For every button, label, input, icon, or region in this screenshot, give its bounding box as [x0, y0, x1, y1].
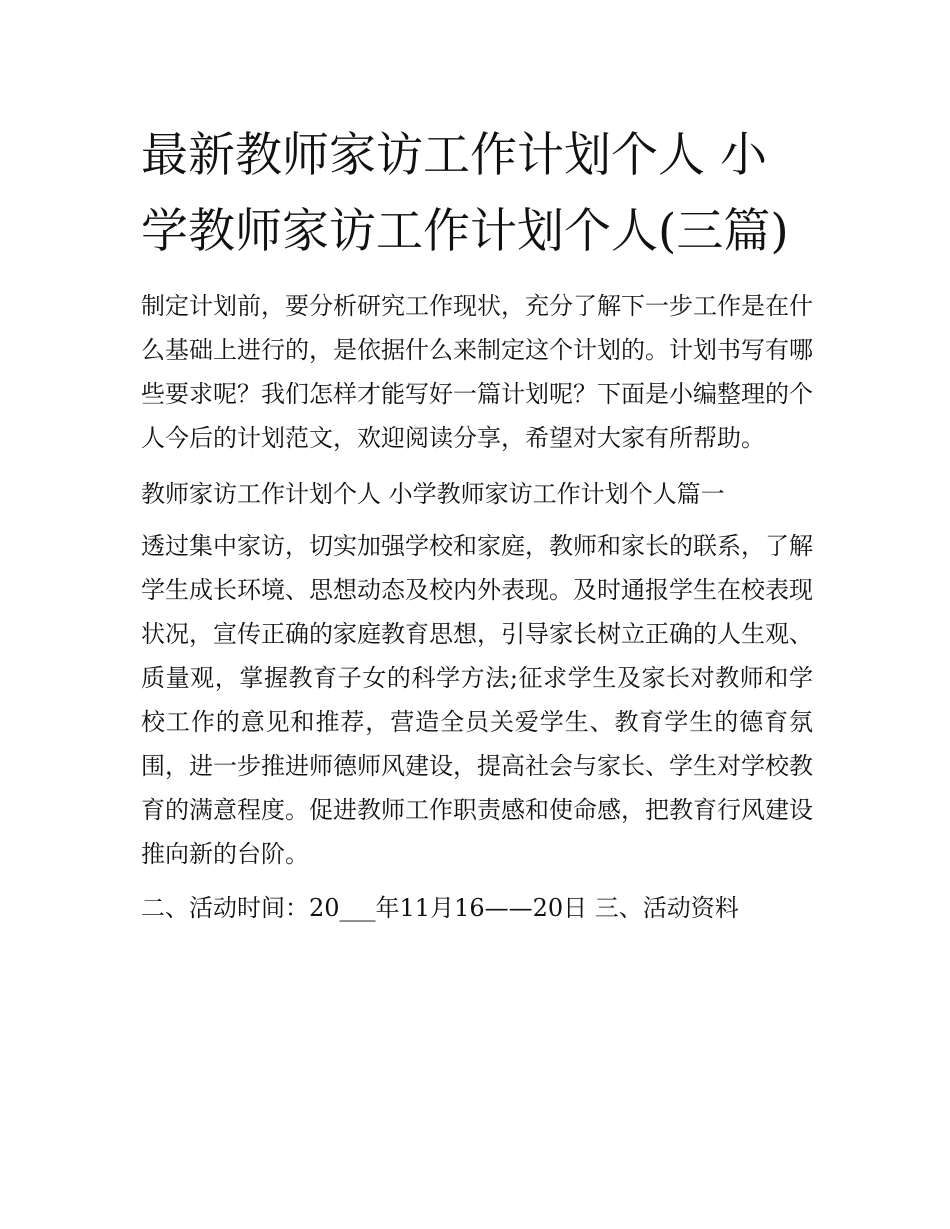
document-page	[141, 118, 813, 930]
document-title: 最新教师家访工作计划个人 小学教师家访工作计划个人(三篇)	[141, 128, 789, 259]
intro-paragraph: 制定计划前，要分析研究工作现状，充分了解下一步工作是在什么基础上进行的，是依据什么来制定这个计划的。计划书写有哪些要求呢？我们怎样才能写好一篇计划呢？下面是小编整理的个人今后的计划范文，欢迎阅读分享，希望对大家有所帮助。	[141, 292, 813, 452]
section-heading: 教师家访工作计划个人 小学教师家访工作计划个人篇一	[141, 480, 725, 508]
activity-time-line: 二、活动时间：20___年11月16——20日 三、活动资料	[141, 894, 739, 922]
body-paragraph: 透过集中家访，切实加强学校和家庭，教师和家长的联系，了解学生成长环境、思想动态及校内外表现。及时通报学生在校表现状况，宣传正确的家庭教育思想，引导家长树立正确的人生观、质量观，掌握教育子女的科学方法;征求学生及家长对教师和学校工作的意见和推荐，营造全员关爱学生、教育学生的德育氛围，进一步推进师德师风建设，提高社会与家长、学生对学校教育的满意程度。促进教师工作职责感和使命感，把教育行风建设推向新的台阶。	[141, 532, 813, 868]
